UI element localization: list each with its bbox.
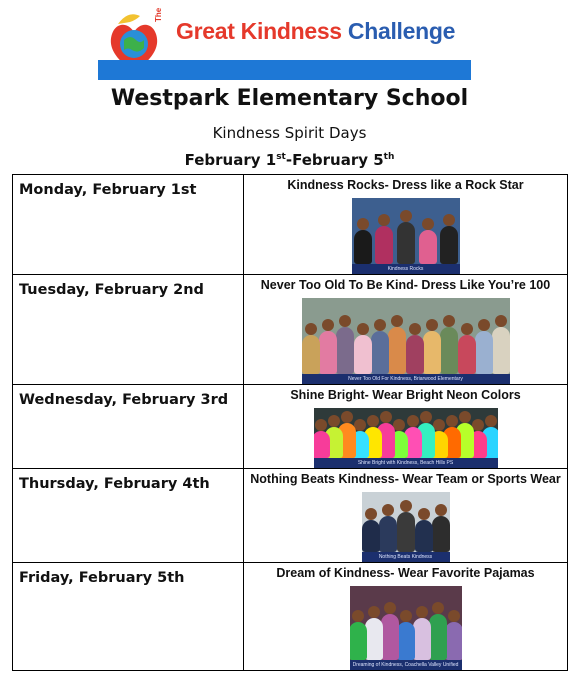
date-end: -February 5 (285, 151, 384, 169)
logo-the-text: The (154, 7, 163, 22)
photo-figure (432, 516, 450, 552)
photo-figure (475, 331, 493, 374)
theme-title: Never Too Old To Be Kind- Dress Like You’re 100 (260, 278, 551, 292)
photo-figure (429, 614, 447, 660)
table-row (13, 275, 568, 385)
logo-title-part2: Challenge (347, 18, 456, 44)
spirit-days-table (12, 174, 568, 671)
photo-caption: Shine Bright with Kindness, Beach Hills PS (314, 458, 498, 468)
logo-title (176, 18, 455, 45)
photo-caption: Nothing Beats Kindness (362, 552, 450, 562)
great-kindness-challenge-logo (98, 7, 471, 80)
photo-figure (362, 520, 380, 552)
theme-cell (244, 275, 568, 385)
logo-title-part1: Great Kindness (176, 18, 342, 44)
photo-figure (350, 622, 367, 660)
photo-figure (397, 622, 415, 660)
theme-photo (352, 198, 460, 274)
theme-cell (244, 563, 568, 671)
photo-caption: Dreaming of Kindness, Coachella Valley Unified (350, 660, 462, 670)
table-row (13, 563, 568, 671)
day-label: Friday, February 5th (19, 570, 185, 586)
theme-title: Shine Bright- Wear Bright Neon Colors (290, 388, 521, 402)
photo-figure (423, 331, 441, 374)
photo-figure (371, 331, 389, 374)
photo-figure (406, 335, 424, 374)
day-cell (13, 563, 244, 671)
photo-figure (397, 512, 415, 552)
day-label: Tuesday, February 2nd (19, 282, 204, 298)
date-start: February 1 (184, 151, 277, 169)
day-cell (13, 469, 244, 563)
theme-title: Dream of Kindness- Wear Favorite Pajamas (276, 566, 535, 580)
school-name: Westpark Elementary School (110, 86, 469, 111)
photo-figure (419, 230, 437, 264)
photo-caption: Kindness Rocks (352, 264, 460, 274)
table-row (13, 175, 568, 275)
photo-figure (354, 335, 372, 374)
theme-photo (314, 408, 498, 468)
day-cell (13, 385, 244, 469)
photo-figure (314, 431, 330, 458)
photo-figure (397, 222, 415, 264)
photo-figure (381, 614, 399, 660)
date-start-suffix: st (276, 152, 286, 162)
photo-figure (354, 230, 372, 264)
photo-figure (413, 618, 431, 660)
table-row (13, 385, 568, 469)
photo-figure (365, 618, 383, 660)
day-cell (13, 275, 244, 385)
theme-cell (244, 385, 568, 469)
theme-title: Kindness Rocks- Dress like a Rock Star (287, 178, 524, 192)
photo-figure (415, 520, 433, 552)
photo-figure (375, 226, 393, 264)
photo-figure (302, 335, 320, 374)
photo-caption: Never Too Old For Kindness, Briarwood Elementary (302, 374, 510, 384)
logo-blue-bar (98, 60, 471, 80)
theme-cell (244, 469, 568, 563)
photo-figure (492, 327, 510, 374)
day-label: Thursday, February 4th (19, 476, 210, 492)
photo-figure (336, 327, 354, 374)
photo-figure (319, 331, 337, 374)
day-label: Wednesday, February 3rd (19, 392, 229, 408)
photo-figure (388, 327, 406, 374)
theme-cell (244, 175, 568, 275)
day-cell (13, 175, 244, 275)
photo-figure (440, 226, 458, 264)
photo-figure (458, 335, 476, 374)
date-range (0, 151, 579, 169)
photo-figure (379, 516, 397, 552)
photo-figure (445, 622, 462, 660)
date-end-suffix: th (383, 152, 395, 162)
theme-photo (302, 298, 510, 384)
theme-title: Nothing Beats Kindness- Wear Team or Sports Wear (250, 472, 561, 486)
theme-photo (362, 492, 450, 562)
photo-figure (440, 327, 458, 374)
day-label: Monday, February 1st (19, 182, 197, 198)
table-row (13, 469, 568, 563)
theme-photo (350, 586, 462, 670)
event-subtitle: Kindness Spirit Days (212, 124, 367, 142)
